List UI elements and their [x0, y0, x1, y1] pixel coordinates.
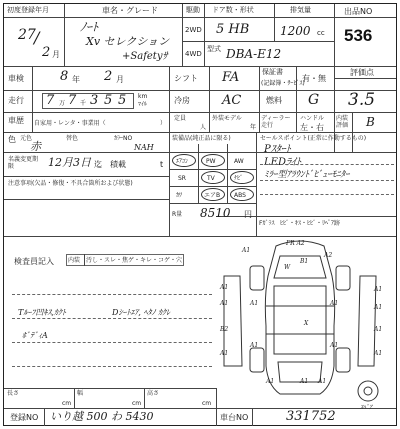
equip-item: エアB	[204, 192, 221, 199]
name-change-label: 名義変更期限	[8, 156, 39, 170]
mileage-digit: 7	[46, 93, 55, 108]
equip-circle	[201, 188, 225, 201]
capacity-modified-label: 外装モデル	[212, 115, 242, 122]
interior-value: B	[366, 115, 375, 129]
width-label: 幅	[77, 390, 84, 397]
dealer-label: ディーラー走行	[261, 115, 291, 129]
row-divider	[216, 216, 396, 217]
lot-label: 出品NO	[344, 7, 373, 16]
col-divider	[74, 388, 75, 408]
capacity2-label: 積載	[110, 160, 126, 169]
damage-mark: A1	[266, 378, 275, 385]
drive-2wd: 2WD	[185, 26, 202, 34]
reg-no-label: 登録NO	[10, 413, 39, 422]
equip-circle	[230, 188, 254, 201]
col-divider	[259, 66, 260, 132]
col-divider	[64, 4, 65, 66]
capacity-modified-unit: 年	[250, 124, 257, 131]
equip-grid	[169, 203, 256, 204]
inspector-note: Dｼｰﾄｴｱ, ﾍﾀﾉ ｶｸﾚ	[112, 308, 171, 317]
damage-mark: A2	[324, 252, 333, 259]
drive-label: 駆動	[186, 6, 200, 14]
damage-mark: A1	[330, 300, 339, 307]
notes-label: 注意事項(欠品・修復・不具合箇所および状態)	[8, 180, 133, 187]
length-unit: cm	[62, 400, 72, 407]
damage-mark: W	[284, 264, 291, 271]
col-divider	[144, 388, 145, 408]
auction-sheet	[3, 3, 397, 426]
mileage-digit: 3	[90, 93, 99, 108]
glass-label: Fｶﾞﾗｽ	[259, 220, 275, 227]
type-sub: 自家用・レンタ・事業用（	[34, 120, 106, 127]
height-label: 高さ	[147, 390, 160, 397]
sales-point: ﾐﾗｰ型ｱﾗｳﾝﾄﾞﾋﾞｭｰﾓﾆﾀｰ	[264, 170, 350, 180]
col-divider	[44, 408, 45, 426]
displacement-value: 1200	[280, 24, 311, 38]
equip-item: SR	[178, 175, 186, 182]
col-divider	[209, 66, 210, 132]
capacity-unit: 人	[200, 124, 207, 131]
fuel-label: 燃料	[266, 96, 282, 105]
damage-mark: A1	[242, 247, 251, 254]
drive-4wd: 4WD	[185, 50, 202, 58]
damage-mark: A1	[374, 304, 383, 311]
damage-mark: B2	[220, 326, 229, 333]
damage-mark: A1	[250, 300, 259, 307]
mileage-digit: 7	[68, 93, 77, 108]
handle-label: ハンドル	[300, 115, 325, 122]
type-close: ）	[160, 120, 167, 127]
equip-grid	[169, 186, 256, 187]
inspector-label: 検査員記入	[14, 257, 54, 266]
fuel-value: G	[308, 92, 320, 108]
equip-item: ｴｱｺﾝ	[176, 158, 189, 165]
first-reg-unit: 月	[52, 50, 60, 59]
color-sub: 元色	[20, 135, 33, 142]
capacity-label: 定員	[174, 115, 187, 122]
code-label: ｶﾗｰNO	[114, 135, 133, 142]
row-divider	[4, 90, 396, 91]
equip-item: ABS	[234, 192, 246, 199]
length-label: 長さ	[7, 390, 20, 397]
type-label: 車歴	[8, 116, 24, 125]
shift-label: シフト	[174, 74, 198, 83]
equip-circle	[201, 154, 225, 167]
mileage-man: 万	[59, 100, 66, 107]
equip-item: PW	[206, 158, 216, 165]
col-divider	[352, 112, 353, 152]
mileage-mile: ﾏｲﾙ	[138, 101, 148, 108]
height-unit: cm	[202, 400, 212, 407]
col-divider	[216, 388, 217, 426]
inspector-tag: 内装	[68, 257, 81, 264]
chassis-label: 車台NO	[220, 413, 249, 422]
row-divider	[4, 388, 216, 389]
equip-grid	[198, 144, 199, 203]
damage-mark: A1	[330, 342, 339, 349]
damage-mark: A1	[220, 284, 229, 291]
header-divider	[182, 41, 334, 42]
sales-line	[260, 180, 394, 181]
equip-circle	[201, 171, 225, 184]
col-divider	[256, 132, 257, 236]
first-reg-month: 2	[42, 45, 51, 60]
inspector-line	[12, 342, 212, 343]
glass-value: ﾋﾋﾞ・ｷｽ・ﾋﾋﾞ・ﾘﾍﾟｱ跡	[280, 220, 341, 227]
equip-circle	[172, 154, 196, 167]
inspector-note: ﾎﾞﾃﾞｨA	[22, 331, 48, 340]
damage-mark: X	[304, 320, 309, 327]
row-divider	[4, 408, 396, 409]
sales-point: Pｽﾀｰﾄ	[264, 144, 291, 155]
inspector-line	[12, 366, 212, 367]
changed-label: 替色	[66, 135, 79, 142]
lot-no: 536	[344, 26, 373, 45]
equip-item: AW	[234, 158, 244, 165]
row-divider	[4, 132, 396, 133]
damage-mark: A1	[220, 350, 229, 357]
equip-item: TV	[207, 175, 215, 182]
inspection-label: 車検	[8, 74, 24, 83]
equip-grid	[169, 169, 256, 170]
damage-mark: FR A2	[286, 240, 305, 247]
inspection-month: 2	[104, 69, 113, 84]
mileage-digit: 5	[104, 93, 113, 108]
displacement-label: 排気量	[290, 6, 311, 14]
width-unit: cm	[132, 400, 142, 407]
damage-mark: A1	[374, 326, 383, 333]
row-divider	[4, 66, 396, 67]
car-outline	[224, 241, 378, 401]
row-divider	[4, 176, 169, 177]
row-divider	[4, 112, 396, 113]
model-type-label: 型式	[207, 45, 221, 53]
inspection-year: 8	[60, 69, 69, 84]
sales-label: セールスポイント(正常に作動するもの)	[260, 135, 367, 142]
first-reg-slash: /	[34, 28, 40, 47]
col-divider	[252, 408, 253, 426]
score-label: 評価点	[350, 68, 374, 77]
mileage-digit: 5	[118, 93, 127, 108]
sales-point: LEDﾗｲﾄ	[264, 157, 301, 168]
sales-line	[260, 194, 394, 195]
doors-value: 5 HB	[216, 22, 250, 37]
col-divider	[32, 66, 33, 132]
equip-circle	[230, 171, 254, 184]
doors-label: ドア数・形状	[212, 6, 254, 14]
damage-mark: A1	[220, 300, 229, 307]
col-divider	[169, 66, 170, 236]
mileage-label: 走行	[8, 96, 24, 105]
handle-value: 左・右	[300, 123, 324, 132]
warranty-value: 有・無	[302, 74, 326, 83]
load-value: 8510	[200, 206, 231, 220]
shift-value: FA	[222, 70, 240, 85]
equip-label: 装備品(純正品に限る)	[172, 135, 231, 142]
inspector-tag: 汚し・スレ・焦ゲ・キレ・コゲ・穴	[86, 257, 182, 264]
color-value: 赤	[30, 140, 41, 153]
damage-mark: A1	[374, 350, 383, 357]
inspector-line	[12, 318, 212, 319]
inspection-unit-month: 月	[116, 75, 124, 84]
reg-no-value: いり越 500 わ 5430	[50, 410, 154, 423]
warranty-label: 保証書	[262, 68, 283, 76]
inspector-line	[12, 294, 212, 295]
equip-grid	[169, 152, 256, 153]
chassis-value: 331752	[286, 409, 336, 424]
col-divider	[334, 4, 335, 66]
col-divider	[296, 66, 297, 132]
equip-item: ﾅﾋﾞ	[234, 175, 244, 182]
deadline-value: 12月3日	[48, 156, 91, 169]
row-divider	[4, 199, 169, 200]
code-value: NAH	[134, 143, 154, 152]
grade-extra: +Safetyｻ	[122, 51, 168, 62]
load-unit: 円	[244, 210, 252, 219]
displacement-unit: cc	[317, 29, 325, 37]
first-reg-year: 27	[18, 27, 36, 43]
capacity2-unit: t	[160, 160, 164, 169]
inspection-unit-year: 年	[72, 75, 80, 84]
damage-mark: A1	[250, 342, 259, 349]
deadline-unit: 迄	[94, 160, 102, 169]
grade: Xv セレクション	[86, 35, 170, 48]
name-grade-label: 車名・グレード	[102, 6, 158, 15]
equip-item: ｶﾜ	[176, 192, 183, 199]
load-label: R量	[172, 211, 183, 218]
header-divider	[334, 78, 396, 79]
score-value: 3.5	[348, 90, 376, 110]
mileage-sen: 千	[80, 100, 87, 107]
equip-grid	[227, 144, 228, 203]
model-type-value: DBA-E12	[226, 47, 282, 61]
spare-tire-label: ｽﾍﾟｱ	[360, 404, 373, 411]
model-name: ﾉｰﾄ	[80, 20, 99, 34]
warranty-sub: (記録簿・ｻｰﾋﾞｽ)	[261, 80, 305, 87]
damage-mark: A1	[300, 378, 309, 385]
ac-value: AC	[222, 93, 242, 108]
damage-mark: B1	[300, 258, 309, 265]
header-divider	[4, 17, 396, 18]
first-reg-label: 初度登録年月	[7, 6, 49, 14]
inspector-note: Tﾙｰﾌ凹ｷｽ,ｶｸﾄ	[18, 308, 66, 317]
col-divider	[274, 4, 275, 41]
damage-mark: A1	[374, 286, 383, 293]
interior-label: 内装評価	[336, 115, 349, 129]
col-divider	[84, 254, 85, 266]
col-divider	[204, 4, 205, 66]
damage-mark: A1	[318, 378, 327, 385]
sales-line	[260, 164, 394, 165]
ac-label: 冷房	[174, 96, 190, 105]
color-label: 色	[8, 135, 16, 144]
col-divider	[182, 4, 183, 66]
mileage-unit: km	[138, 93, 148, 100]
